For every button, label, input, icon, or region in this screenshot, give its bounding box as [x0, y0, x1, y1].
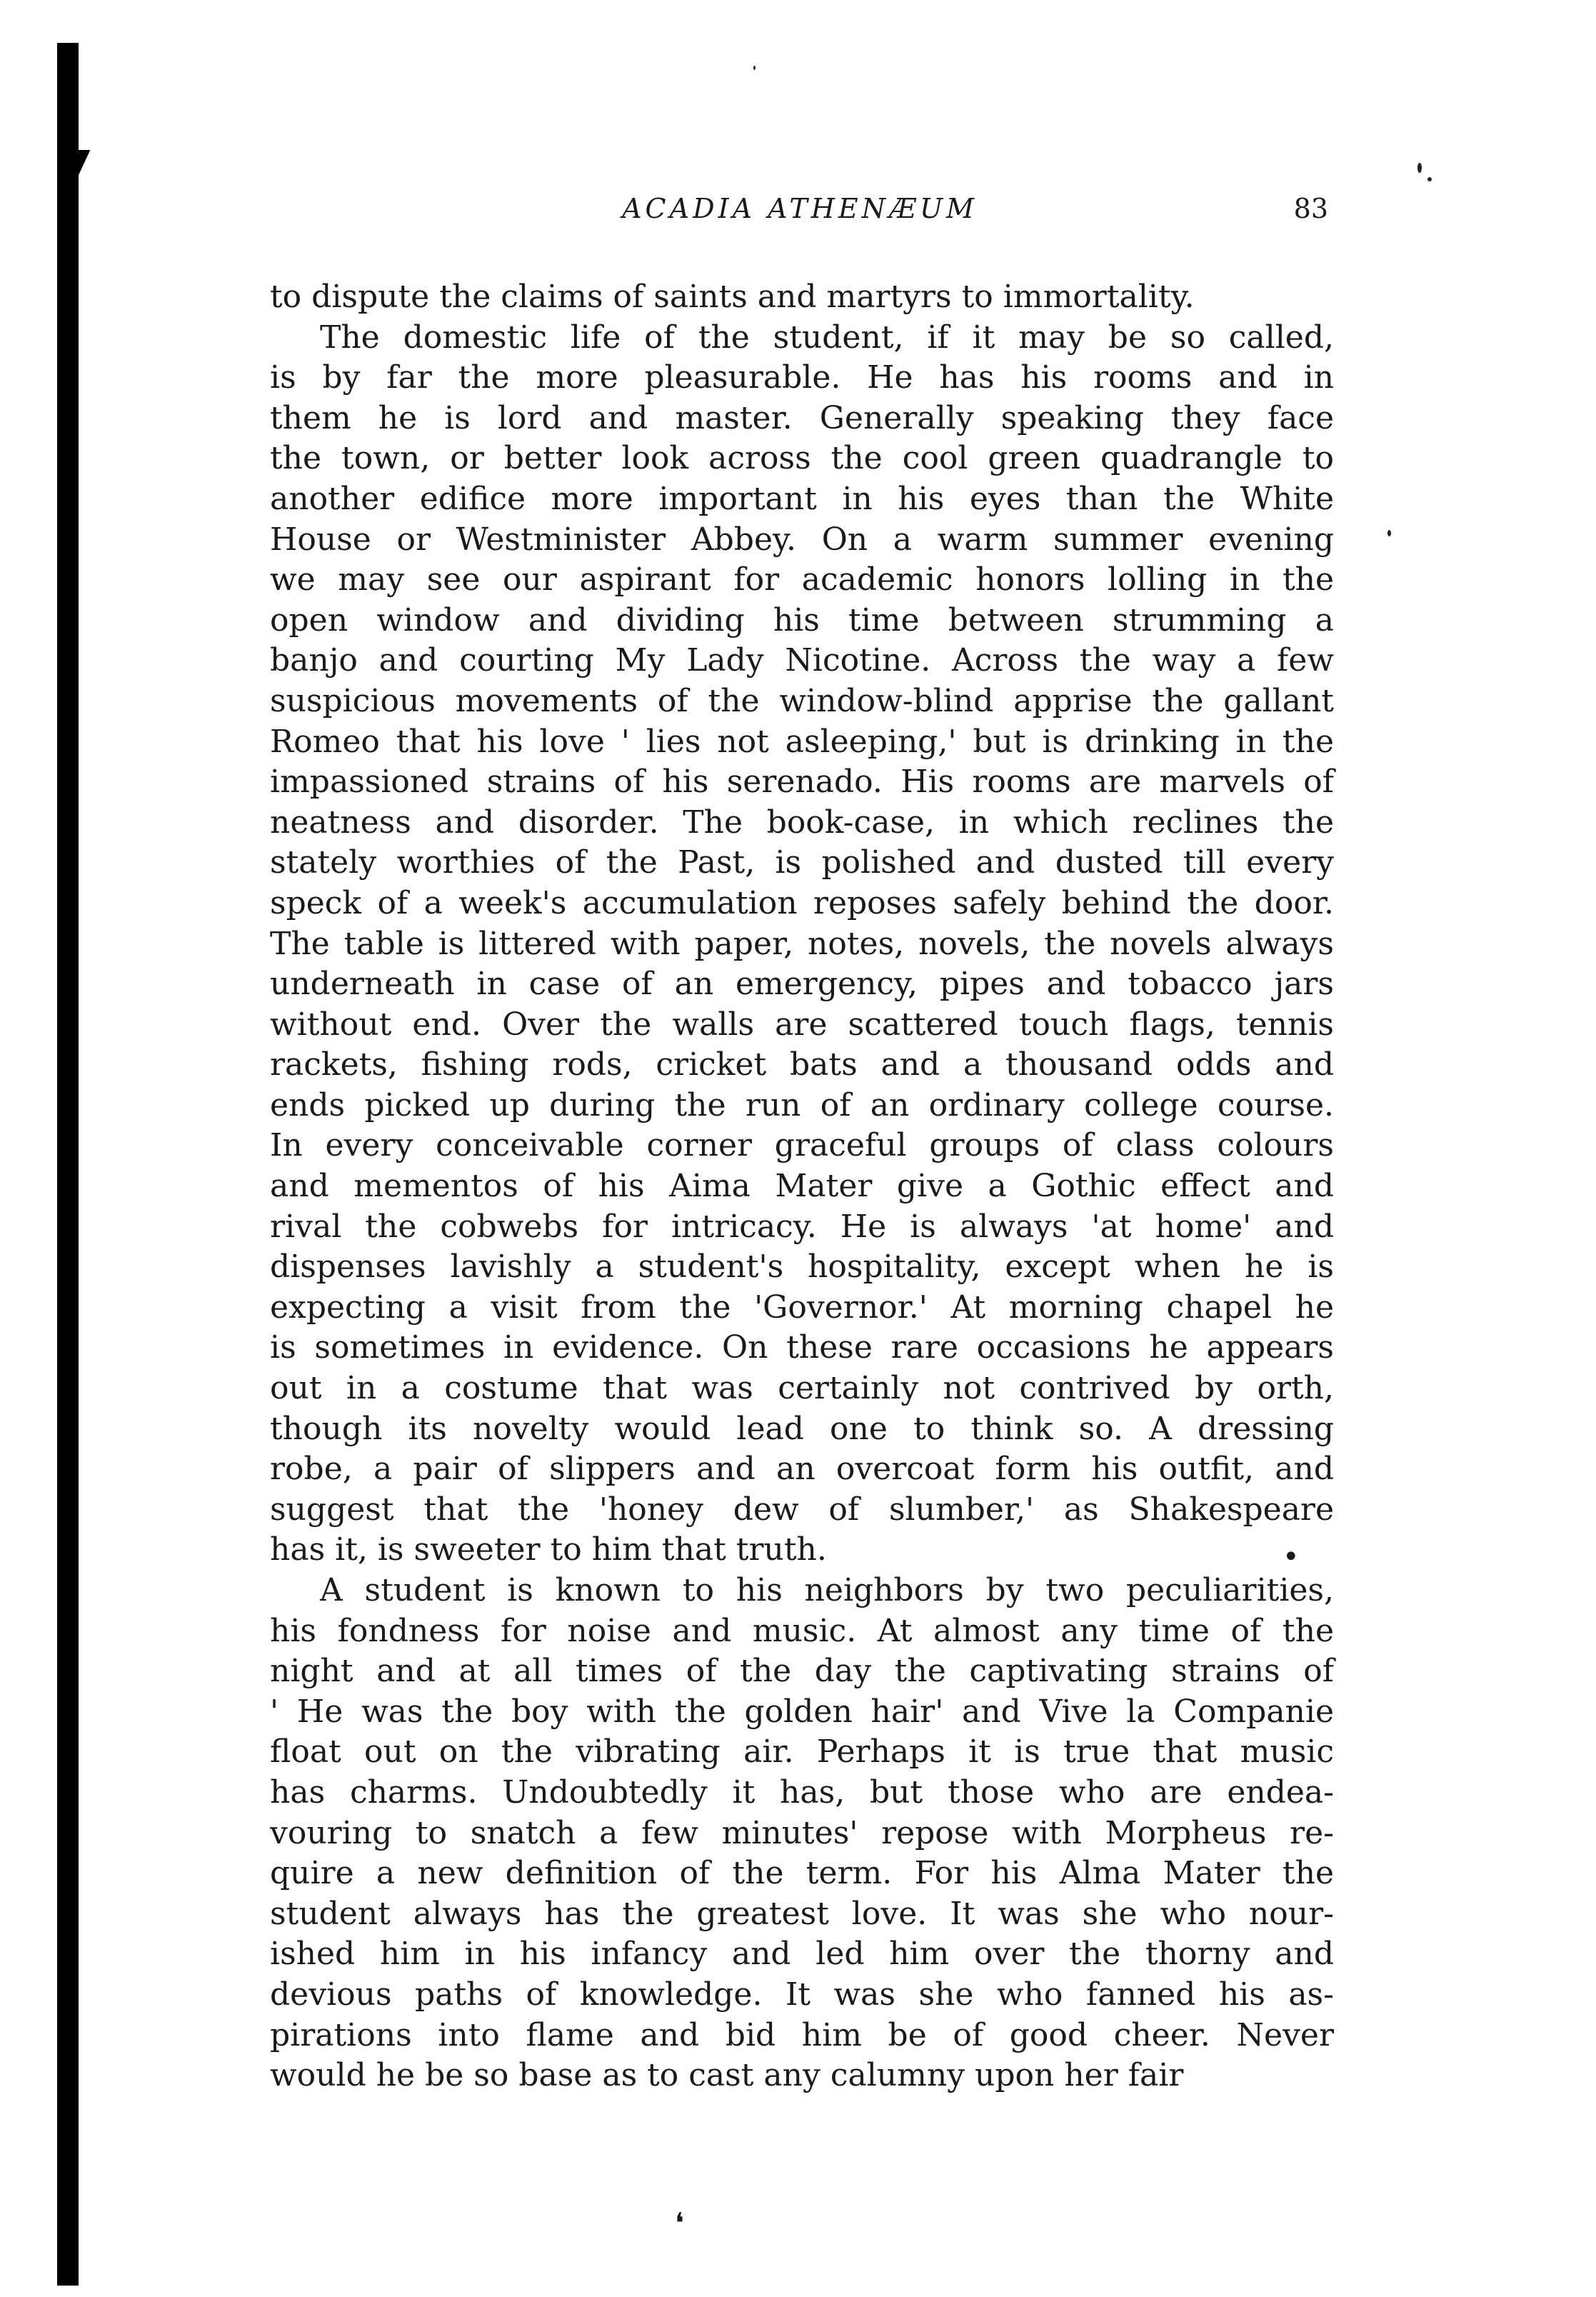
text-line: neatness and disorder. The book-case, in which reclines the: [270, 804, 1334, 841]
article-body: [270, 277, 1334, 2096]
speck-mark: [1387, 530, 1391, 536]
text-line: student always has the greatest love. It was she who nour-: [270, 1895, 1334, 1932]
text-line: rackets, fishing rods, cricket bats and a thousand odds and: [270, 1046, 1334, 1084]
bottom-mark: ❛: [675, 2207, 684, 2240]
text-line: another edifice more important in his eyes than the White: [270, 480, 1334, 517]
binding-edge: [57, 43, 79, 2286]
text-line: to dispute the claims of saints and martyrs to immortality.: [270, 279, 1195, 315]
journal-title: ACADIA ATHENÆUM: [622, 193, 978, 224]
speck-mark: [1417, 163, 1422, 173]
text-line: The table is littered with paper, notes, novels, the novels always: [270, 925, 1334, 962]
text-line: night and at all times of the day the captivating strains of: [270, 1653, 1334, 1690]
text-line: robe, a pair of slippers and an overcoat form his outfit, and: [270, 1451, 1334, 1488]
text-line: and mementos of his Aima Mater give a Gothic effect and: [270, 1168, 1334, 1205]
page-header: [271, 193, 1328, 236]
text-line: expecting a visit from the 'Governor.' At morning chapel he: [270, 1288, 1334, 1326]
text-line: devious paths of knowledge. It was she who fanned his as-: [270, 1976, 1334, 2013]
text-line: banjo and courting My Lady Nicotine. Across the way a few: [270, 642, 1334, 679]
text-line: without end. Over the walls are scattered touch flags, tennis: [270, 1006, 1334, 1043]
text-line: suspicious movements of the window-blind apprise the gallant: [270, 682, 1334, 719]
text-line: float out on the vibrating air. Perhaps it is true that music: [270, 1733, 1334, 1771]
paragraph: [270, 277, 1334, 318]
text-line: vouring to snatch a few minutes' repose with Morpheus re-: [270, 1814, 1334, 1851]
text-line: though its novelty would lead one to think so. A dressing: [270, 1410, 1334, 1447]
text-line: them he is lord and master. Generally speaking they face: [270, 399, 1334, 436]
speck-mark: [1427, 177, 1432, 181]
text-line: Romeo that his love ' lies not asleeping,' but is drinking in the: [270, 723, 1334, 760]
text-line: out in a costume that was certainly not contrived by orth,: [270, 1370, 1334, 1407]
text-line: is by far the more pleasurable. He has his rooms and in: [270, 359, 1334, 396]
text-line: has it, is sweeter to him that truth.: [270, 1531, 827, 1568]
page-number: 83: [1293, 193, 1328, 224]
text-line: In every conceivable corner graceful groups of class colours: [270, 1127, 1334, 1164]
text-line: rival the cobwebs for intricacy. He is always 'at home' and: [270, 1208, 1334, 1245]
text-line: we may see our aspirant for academic honors lolling in the: [270, 561, 1334, 599]
text-line: his fondness for noise and music. At almost any time of the: [270, 1612, 1334, 1649]
text-line: speck of a week's accumulation reposes safely behind the door.: [270, 884, 1334, 921]
text-line: A student is known to his neighbors by two peculiarities,: [320, 1572, 1334, 1608]
paragraph: [270, 318, 1334, 1571]
bullet-mark: •: [1283, 1541, 1300, 1573]
text-line: is sometimes in evidence. On these rare occasions he appears: [270, 1329, 1334, 1366]
text-line: quire a new definition of the term. For his Alma Mater the: [270, 1855, 1334, 1892]
text-line: impassioned strains of his serenado. His rooms are marvels of: [270, 764, 1334, 801]
text-line: House or Westminister Abbey. On a warm summer evening: [270, 521, 1334, 558]
speck-mark: [753, 66, 756, 70]
paragraph: [270, 1571, 1334, 2096]
text-line: would he be so base as to cast any calumny upon her fair: [270, 2057, 1184, 2094]
text-line: has charms. Undoubtedly it has, but those who are endea-: [270, 1773, 1334, 1811]
text-line: The domestic life of the student, if it may be so called,: [320, 319, 1334, 356]
text-line: ished him in his infancy and led him over the thorny and: [270, 1936, 1334, 1973]
text-line: stately worthies of the Past, is polished and dusted till every: [270, 844, 1334, 881]
text-line: open window and dividing his time between strumming a: [270, 601, 1334, 639]
text-line: the town, or better look across the cool green quadrangle to: [270, 440, 1334, 477]
text-line: ends picked up during the run of an ordinary college course.: [270, 1086, 1334, 1124]
text-line: dispenses lavishly a student's hospitality, except when he is: [270, 1248, 1334, 1286]
text-line: suggest that the 'honey dew of slumber,' as Shakespeare: [270, 1491, 1334, 1528]
text-line: underneath in case of an emergency, pipes and tobacco jars: [270, 966, 1334, 1003]
text-line: pirations into flame and bid him be of good cheer. Never: [270, 2016, 1334, 2053]
text-line: ' He was the boy with the golden hair' and Vive la Companie: [270, 1693, 1334, 1730]
